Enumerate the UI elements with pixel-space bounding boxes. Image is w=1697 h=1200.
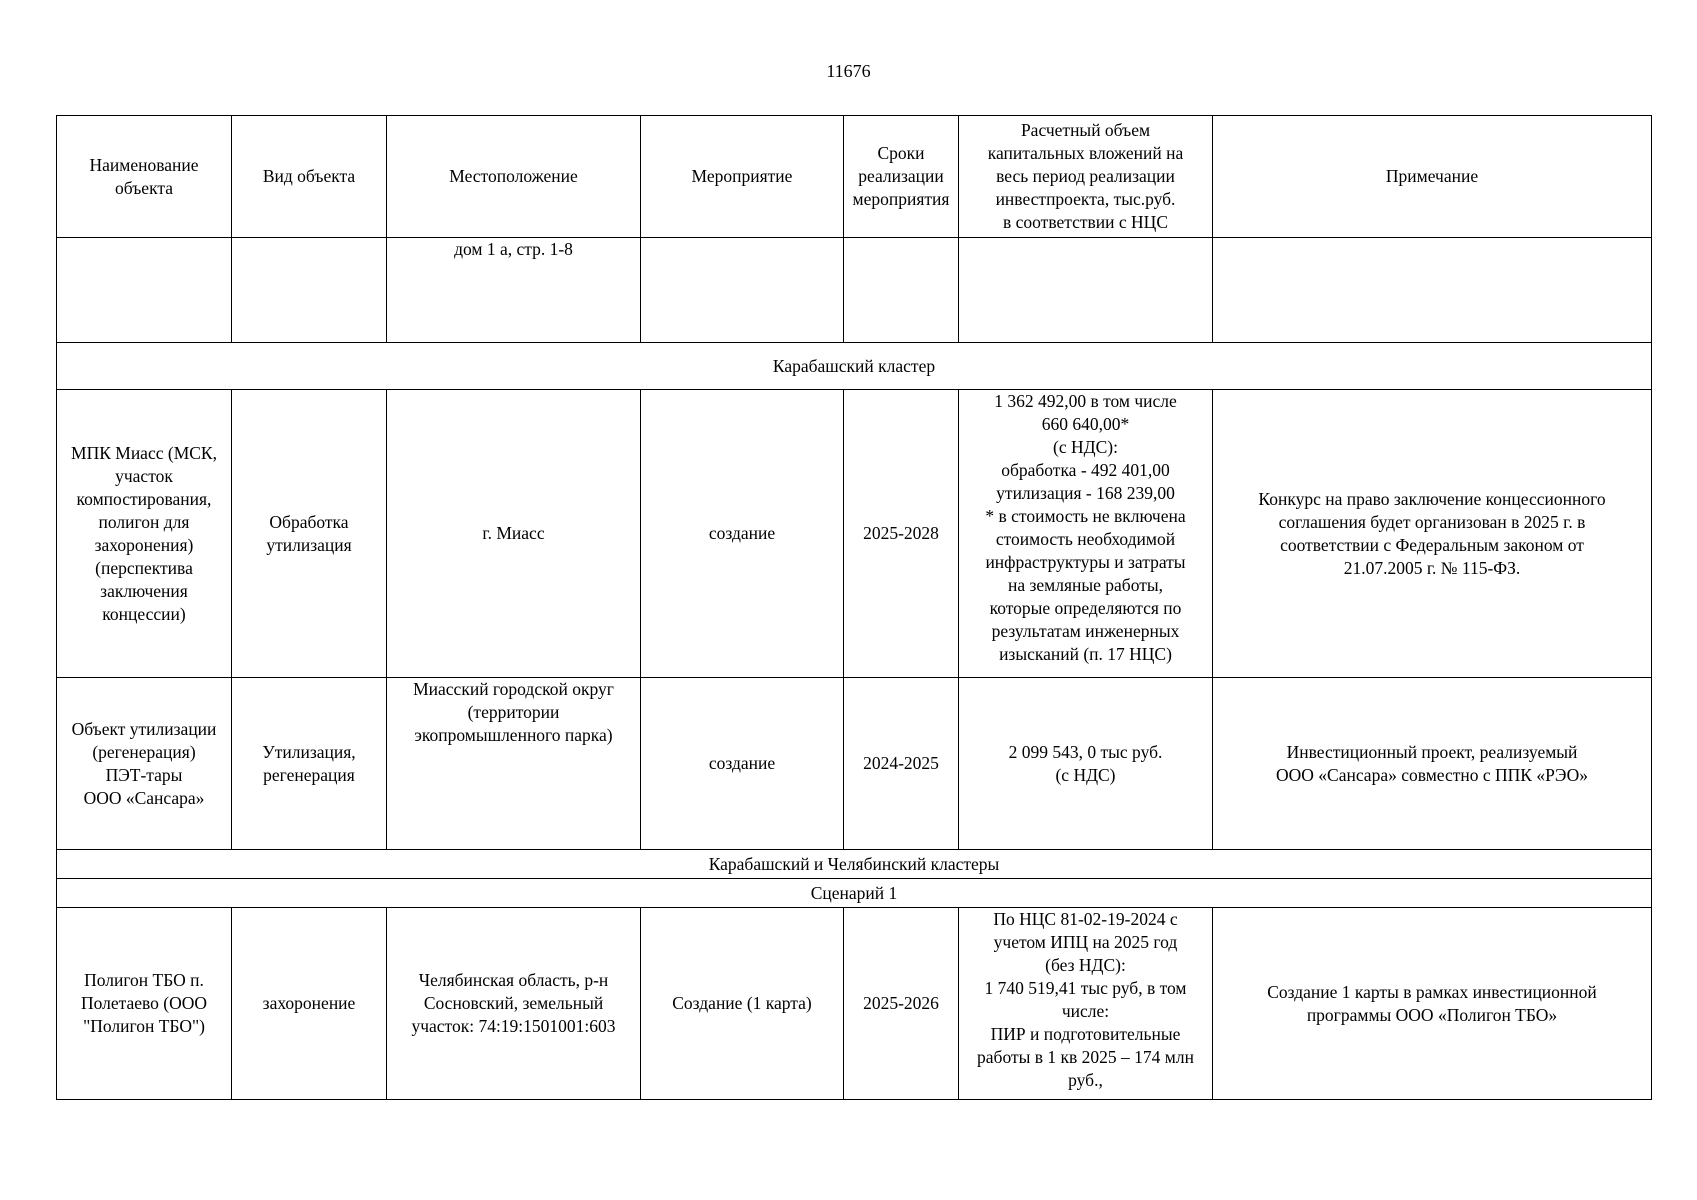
cell-name: МПК Миасс (МСК, участок компостирования, полигон для захоронения) (перспектива заключения концессии) [57,390,232,678]
cell-timing: 2025-2026 [844,908,959,1100]
cell-activity: создание [641,678,844,850]
cell-type: Обработка утилизация [232,390,387,678]
cell-timing [844,238,959,343]
cell-activity: создание [641,390,844,678]
section-row-karabash [57,343,1652,390]
cell-name: Полигон ТБО п. Полетаево (ООО "Полигон ТБО") [57,908,232,1100]
header-volume: Расчетный объем капитальных вложений на весь период реализации инвестпроекта, тыс.руб. в соответствии с НЦС [959,116,1213,238]
cell-location: г. Миасс [387,390,641,678]
cell-volume: По НЦС 81-02-19-2024 с учетом ИПЦ на 2025 год (без НДС): 1 740 519,41 тыс руб, в том числе: ПИР и подготовительные работы в 1 кв 2025 – 174 млн руб., [959,908,1213,1100]
cell-name [57,238,232,343]
table-header-row [57,116,1652,238]
cell-activity [641,238,844,343]
cell-type [232,238,387,343]
cell-note: Создание 1 карты в рамках инвестиционной программы ООО «Полигон ТБО» [1213,908,1652,1100]
header-location: Местоположение [387,116,641,238]
investment-table [56,115,1652,1100]
section-row-scenario [57,879,1652,908]
cell-location: Челябинская область, р-н Сосновский, земельный участок: 74:19:1501001:603 [387,908,641,1100]
table-row [57,908,1652,1100]
cell-timing: 2025-2028 [844,390,959,678]
cell-location: дом 1 а, стр. 1-8 [387,238,641,343]
cell-volume: 1 362 492,00 в том числе 660 640,00* (с НДС): обработка - 492 401,00 утилизация - 168 239,00 * в стоимость не включена стоимость необходимой инфраструктуры и затраты на земляные работы, которые определяются по результатам инженерных изысканий (п. 17 НЦС) [959,390,1213,678]
section-title: Сценарий 1 [57,879,1652,908]
section-row-karabash-chelyabinsk [57,850,1652,879]
table-row [57,678,1652,850]
cell-volume: 2 099 543, 0 тыс руб. (с НДС) [959,678,1213,850]
table-row [57,390,1652,678]
cell-type: Утилизация, регенерация [232,678,387,850]
cell-timing: 2024-2025 [844,678,959,850]
cell-volume [959,238,1213,343]
cell-activity: Создание (1 карта) [641,908,844,1100]
section-title: Карабашский кластер [57,343,1652,390]
header-note: Примечание [1213,116,1652,238]
header-timing: Сроки реализации мероприятия [844,116,959,238]
cell-type: захоронение [232,908,387,1100]
cell-location: Миасский городской округ (территории экопромышленного парка) [387,678,641,850]
header-name: Наименование объекта [57,116,232,238]
cell-note: Конкурс на право заключение концессионного соглашения будет организован в 2025 г. в соответствии с Федеральным законом от 21.07.2005 г. № 115-ФЗ. [1213,390,1652,678]
page-number: 11676 [826,61,871,81]
header-activity: Мероприятие [641,116,844,238]
cell-note [1213,238,1652,343]
cell-name: Объект утилизации (регенерация) ПЭТ-тары ООО «Сансара» [57,678,232,850]
cell-note: Инвестиционный проект, реализуемый ООО «Сансара» совместно с ППК «РЭО» [1213,678,1652,850]
section-title: Карабашский и Челябинский кластеры [57,850,1652,879]
table-row-continuation [57,238,1652,343]
header-type: Вид объекта [232,116,387,238]
